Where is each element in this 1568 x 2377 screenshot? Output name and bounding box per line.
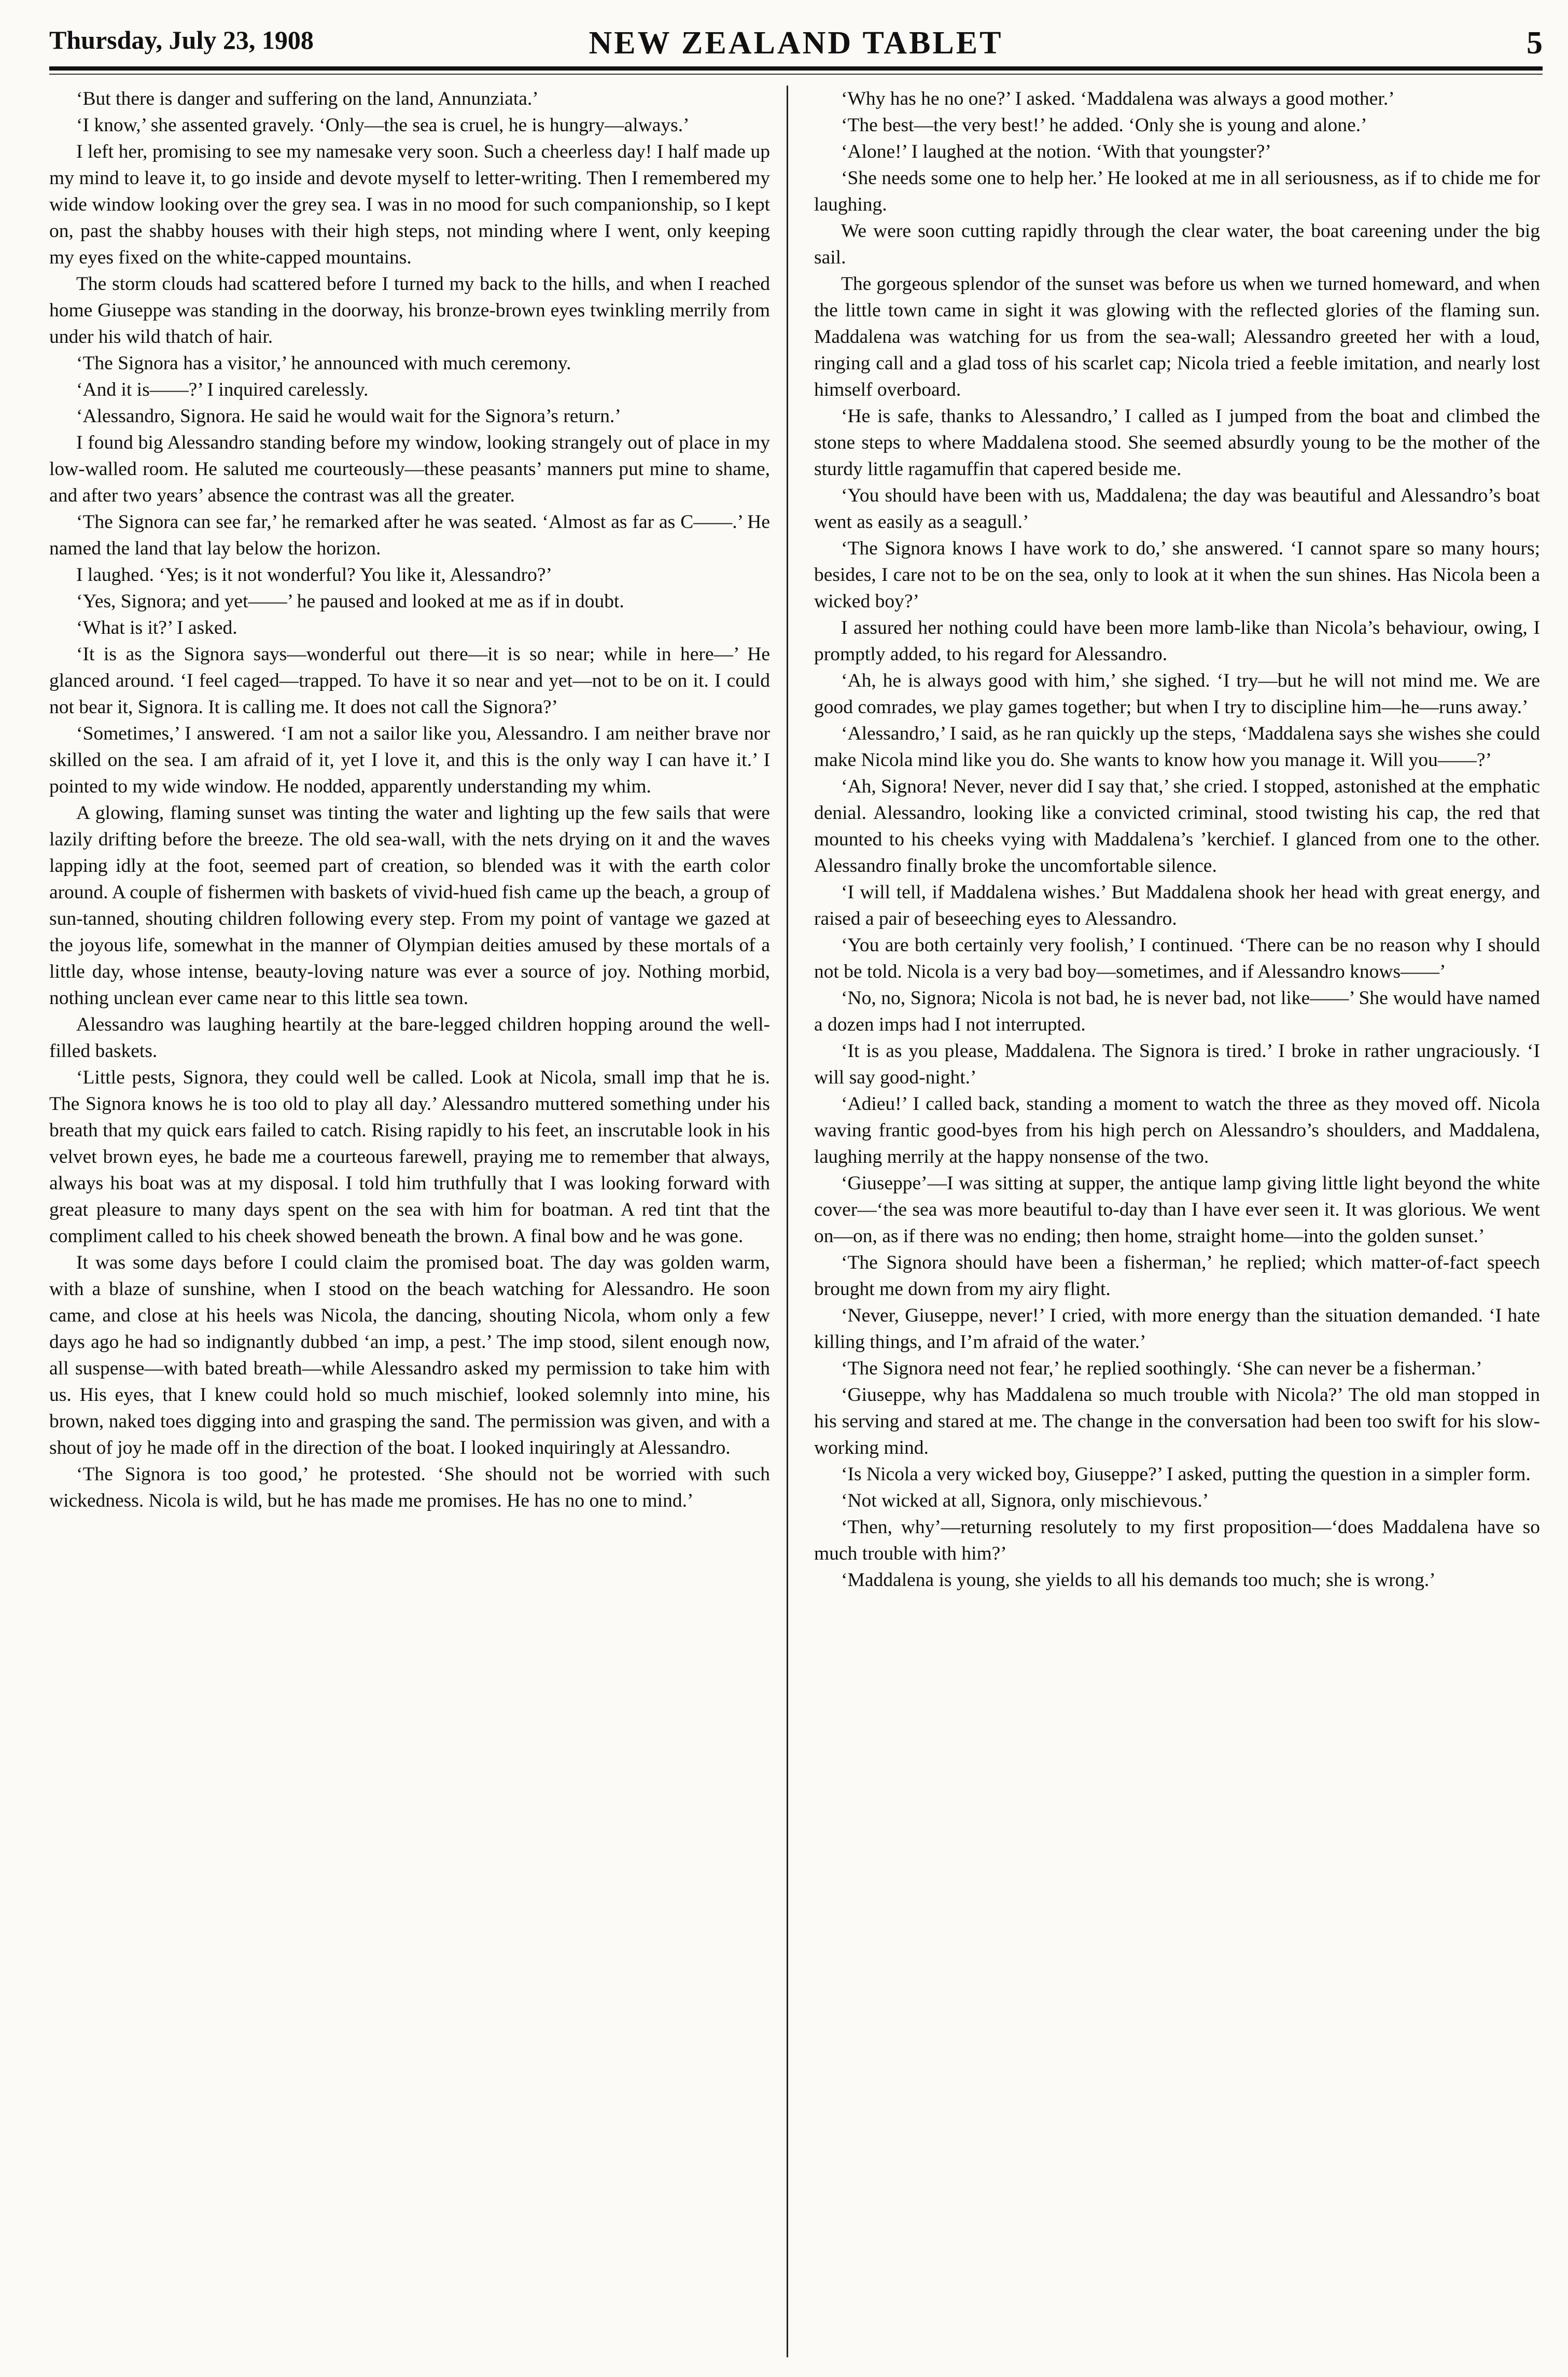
- right-column: [814, 86, 1540, 2357]
- paragraph: ‘The Signora should have been a fisherman,’ he replied; which matter-of-fact speech brought me down from my airy flight.: [814, 1252, 1540, 1300]
- paragraph: ‘The Signora has a visitor,’ he announced with much ceremony.: [76, 353, 571, 374]
- paragraph: ‘Ah, he is always good with him,’ she sighed. ‘I try—but he will not mind me. We are good comrades, we play games together; but when I try to discipline him—he—runs away.’: [814, 670, 1540, 718]
- paragraph: ‘Never, Giuseppe, never!’ I cried, with more energy than the situation demanded. ‘I hate killing things, and I’m afraid of the water.’: [814, 1305, 1540, 1353]
- paragraph: ‘Alessandro,’ I said, as he ran quickly up the steps, ‘Maddalena says she wishes she could make Nicola mind like you do. She wants to know how you manage it. Will you——?’: [814, 723, 1540, 771]
- paragraph: ‘Alone!’ I laughed at the notion. ‘With that youngster?’: [841, 141, 1271, 162]
- paragraph: It was some days before I could claim the promised boat. The day was golden warm, with a blaze of sunshine, when I stood on the beach watching for Alessandro. He soon came, and close at his heels was Nicola, the dancing, shouting Nicola, whom only a few days ago he had so indignantly dubbed ‘an imp, a pest.’ The imp stood, silent enough now, all suspense—with bated breath—while Alessandro asked my permission to take him with us. His eyes, that I knew could hold so much mischief, looked solemnly into mine, his brown, naked toes digging into and grasping the sand. The permission was given, and with a shout of joy he made off in the direction of the boat. I looked inquiringly at Alessandro.: [49, 1252, 770, 1458]
- paragraph: ‘You are both certainly very foolish,’ I continued. ‘There can be no reason why I should not be told. Nicola is a very bad boy—sometimes, and if Alessandro knows——’: [814, 935, 1540, 982]
- paragraph: I left her, promising to see my namesake very soon. Such a cheerless day! I half made up my mind to leave it, to go inside and devote myself to letter-writing. Then I remembered my wide window looking over the grey sea. I was in no mood for such companionship, so I kept on, past the shabby houses with their high steps, not minding where I went, only keeping my eyes fixed on the white-capped mountains.: [49, 141, 770, 268]
- paragraph: The gorgeous splendor of the sunset was before us when we turned homeward, and when the little town came in sight it was glowing with the reflected glories of the flaming sun. Maddalena was watching for us from the sea-wall; Alessandro greeted her with a loud, ringing call and a glad toss of his scarlet cap; Nicola tried a feeble imitation, and nearly lost himself overboard.: [814, 273, 1540, 400]
- page-header: [49, 21, 1543, 65]
- paragraph: ‘But there is danger and suffering on the land, Annunziata.’: [76, 88, 539, 109]
- header-rule-thin: [49, 74, 1543, 75]
- paragraph: ‘Is Nicola a very wicked boy, Giuseppe?’ I asked, putting the question in a simpler form.: [841, 1464, 1531, 1485]
- paragraph: ‘The best—the very best!’ he added. ‘Only she is young and alone.’: [841, 115, 1367, 136]
- paragraph: ‘Sometimes,’ I answered. ‘I am not a sailor like you, Alessandro. I am neither brave nor skilled on the sea. I am afraid of it, yet I love it, and this is the only way I can have it.’ I pointed to my wide window. He nodded, apparently understanding my whim.: [49, 723, 770, 797]
- paragraph: ‘And it is——?’ I inquired carelessly.: [76, 379, 369, 400]
- paragraph: ‘Little pests, Signora, they could well be called. Look at Nicola, small imp that he is. The Signora knows he is too old to play all day.’ Alessandro muttered something under his breath that my quick ears failed to catch. Rising rapidly to his feet, an inscrutable look in his velvet brown eyes, he bade me a courteous farewell, praying me to remember that always, always his boat was at my disposal. I told him truthfully that I was looking forward with great pleasure to many days spent on the sea with him for boatman. A red tint that the compliment called to his cheek showed beneath the brown. A final bow and he was gone.: [49, 1067, 770, 1247]
- paragraph: I laughed. ‘Yes; is it not wonderful? You like it, Alessandro?’: [76, 564, 552, 586]
- paragraph: ‘I know,’ she assented gravely. ‘Only—the sea is cruel, he is hungry—always.’: [76, 115, 690, 136]
- paragraph: We were soon cutting rapidly through the clear water, the boat careening under the big sail.: [814, 220, 1540, 268]
- paragraph: ‘He is safe, thanks to Alessandro,’ I called as I jumped from the boat and climbed the stone steps to where Maddalena stood. She seemed absurdly young to be the mother of the sturdy little ragamuffin that capered beside me.: [814, 406, 1540, 480]
- paragraph: ‘The Signora need not fear,’ he replied soothingly. ‘She can never be a fisherman.’: [841, 1358, 1482, 1379]
- paragraph: ‘Yes, Signora; and yet——’ he paused and looked at me as if in doubt.: [76, 591, 624, 612]
- paragraph: I found big Alessandro standing before my window, looking strangely out of place in my low-walled room. He saluted me courteously—these peasants’ manners put mine to shame, and after two years’ absence the contrast was all the greater.: [49, 432, 770, 506]
- paragraph: ‘It is as you please, Maddalena. The Signora is tired.’ I broke in rather ungraciously. ‘I will say good-night.’: [814, 1040, 1540, 1088]
- header-rule: [49, 66, 1543, 71]
- paragraph: A glowing, flaming sunset was tinting the water and lighting up the few sails that were lazily drifting before the breeze. The old sea-wall, with the nets drying on it and the waves lapping idly at the foot, seemed part of creation, so blended was it with the earth color around. A couple of fishermen with baskets of vivid-hued fish came up the beach, a group of sun-tanned, shouting children following every step. From my point of vantage we gazed at the joyous life, somewhat in the manner of Olympian deities amused by these mortals of a little day, whose intense, beauty-loving nature was ever a source of joy. Nothing morbid, nothing unclean ever came near to this little sea town.: [49, 802, 770, 1009]
- paragraph: ‘It is as the Signora says—wonderful out there—it is so near; while in here—’ He glanced around. ‘I feel caged—trapped. To have it so near and yet—not to be on it. I could not bear it, Signora. It is calling me. It does not call the Signora?’: [49, 644, 770, 718]
- paragraph: ‘Giuseppe, why has Maddalena so much trouble with Nicola?’ The old man stopped in his serving and stared at me. The change in the conversation had been too swift for his slow-working mind.: [814, 1384, 1540, 1458]
- paragraph: ‘What is it?’ I asked.: [76, 617, 237, 638]
- paragraph: ‘Adieu!’ I called back, standing a moment to watch the three as they moved off. Nicola waving frantic good-byes from his high perch on Alessandro’s shoulders, and Maddalena, laughing merrily at the happy nonsense of the two.: [814, 1093, 1540, 1167]
- paragraph: ‘Alessandro, Signora. He said he would wait for the Signora’s return.’: [76, 406, 621, 427]
- paragraph: ‘Not wicked at all, Signora, only mischievous.’: [841, 1490, 1209, 1511]
- paragraph: ‘The Signora can see far,’ he remarked after he was seated. ‘Almost as far as C——.’ He named the land that lay below the horizon.: [49, 511, 770, 559]
- paragraph: ‘Then, why’—returning resolutely to my first proposition—‘does Maddalena have so much trouble with him?’: [814, 1517, 1540, 1564]
- paragraph: ‘Giuseppe’—I was sitting at supper, the antique lamp giving little light beyond the white cover—‘the sea was more beautiful to-day than I have ever seen it. It was glorious. We went on—on, as if there was no ending; then home, straight home—into the golden sunset.’: [814, 1173, 1540, 1247]
- paragraph: ‘Ah, Signora! Never, never did I say that,’ she cried. I stopped, astonished at the emphatic denial. Alessandro, looking like a convicted criminal, stood twisting his cap, the red that mounted to his cheeks vying with Maddalena’s ’kerchief. I glanced from one to the other. Alessandro finally broke the uncomfortable silence.: [814, 776, 1540, 877]
- paragraph: ‘The Signora knows I have work to do,’ she answered. ‘I cannot spare so many hours; besides, I care not to be on the sea, only to look at it when the sun shines. Has Nicola been a wicked boy?’: [814, 538, 1540, 612]
- paragraph: ‘No, no, Signora; Nicola is not bad, he is never bad, not like——’ She would have named a dozen imps had I not interrupted.: [814, 988, 1540, 1035]
- paragraph: ‘You should have been with us, Maddalena; the day was beautiful and Alessandro’s boat went as easily as a seagull.’: [814, 485, 1540, 533]
- page-number: 5: [1527, 25, 1543, 61]
- left-column: [49, 86, 770, 2357]
- masthead-title: NEW ZEALAND TABLET: [589, 25, 1003, 61]
- paragraph: The storm clouds had scattered before I turned my back to the hills, and when I reached home Giuseppe was standing in the doorway, his bronze-brown eyes twinkling merrily from under his wild thatch of hair.: [49, 273, 770, 347]
- paragraph: I assured her nothing could have been more lamb-like than Nicola’s behaviour, owing, I promptly added, to his regard for Alessandro.: [814, 617, 1540, 665]
- paragraph: ‘Why has he no one?’ I asked. ‘Maddalena was always a good mother.’: [841, 88, 1395, 109]
- column-divider: [787, 86, 788, 2357]
- paragraph: ‘The Signora is too good,’ he protested. ‘She should not be worried with such wickedness. Nicola is wild, but he has made me promises. He has no one to mind.’: [49, 1464, 770, 1511]
- paragraph: Alessandro was laughing heartily at the bare-legged children hopping around the well-filled baskets.: [49, 1014, 770, 1062]
- header-date: Thursday, July 23, 1908: [49, 25, 314, 54]
- paragraph: ‘I will tell, if Maddalena wishes.’ But Maddalena shook her head with great energy, and raised a pair of beseeching eyes to Alessandro.: [814, 882, 1540, 929]
- paragraph: ‘She needs some one to help her.’ He looked at me in all seriousness, as if to chide me for laughing.: [814, 168, 1540, 215]
- paragraph: ‘Maddalena is young, she yields to all his demands too much; she is wrong.’: [841, 1569, 1436, 1591]
